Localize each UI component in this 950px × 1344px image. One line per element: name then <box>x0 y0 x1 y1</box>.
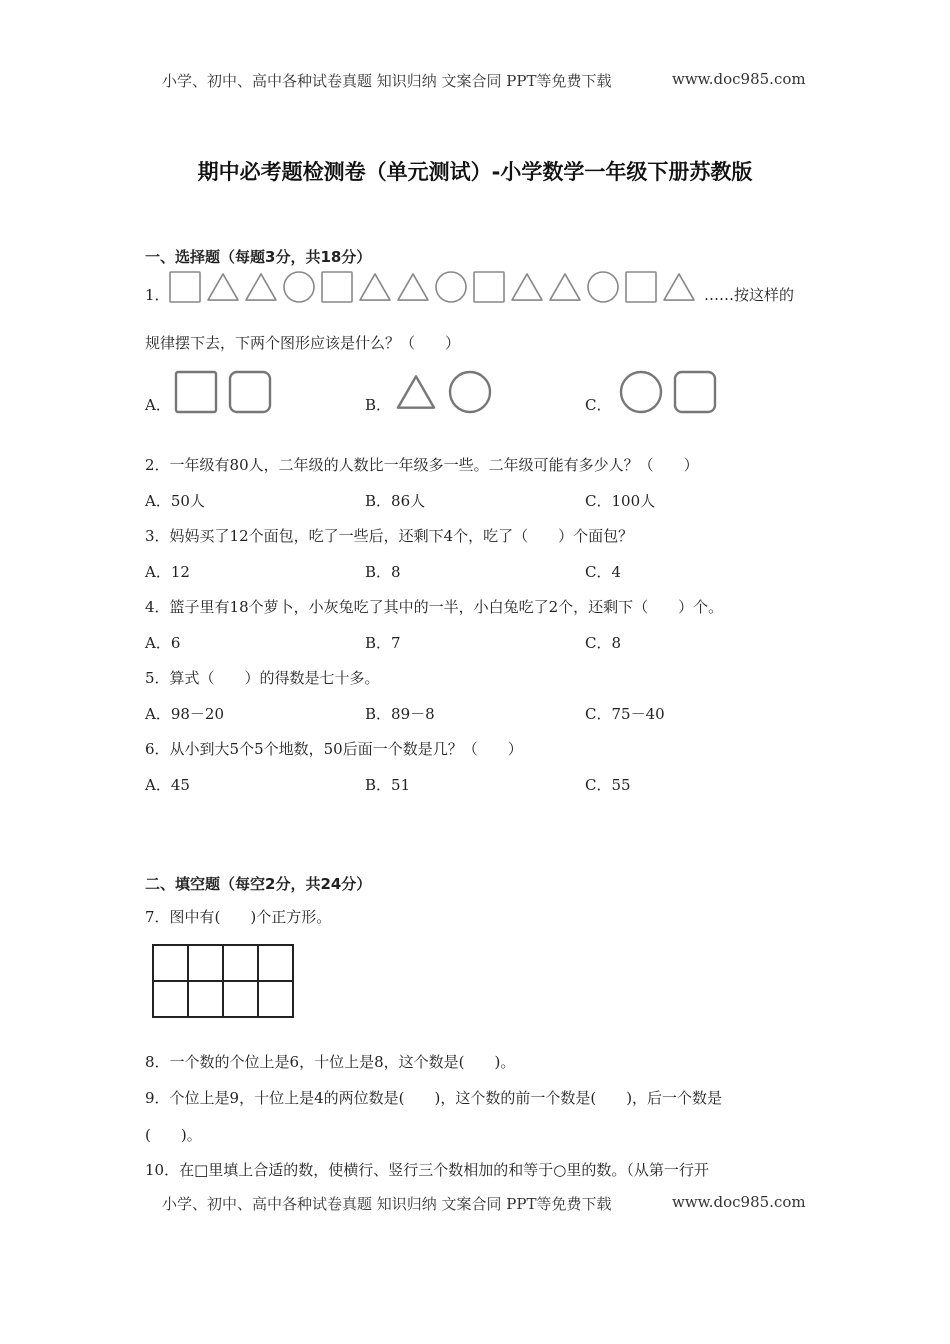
triangle-shape <box>246 274 276 300</box>
circle-shape <box>450 372 490 412</box>
circle-shape <box>436 272 466 302</box>
q5-question: 5．算式（ ）的得数是七十多。 <box>145 669 380 687</box>
triangle-shape <box>208 274 238 300</box>
q9-question-cont: ( )。 <box>145 1126 202 1144</box>
q7-square-grid <box>150 942 296 1020</box>
square-shape <box>230 372 270 412</box>
header-site[interactable]: www.doc985.com <box>672 70 806 88</box>
q1-option-a-label[interactable]: A． <box>145 396 171 414</box>
q5-option-b[interactable]: B．89－8 <box>365 705 435 723</box>
square-shape <box>322 272 352 302</box>
q1-pattern-shapes <box>168 269 708 305</box>
q1-option-b-shapes[interactable] <box>392 368 502 416</box>
section2-heading: 二、填空题（每空2分，共24分） <box>145 875 372 893</box>
triangle-shape <box>360 274 390 300</box>
footer-site[interactable]: www.doc985.com <box>672 1193 806 1211</box>
q1-option-a-shapes[interactable] <box>172 368 282 416</box>
triangle-shape <box>664 274 694 300</box>
q3-option-b[interactable]: B．8 <box>365 563 401 581</box>
q1-option-c-shapes[interactable] <box>617 368 727 416</box>
q5-option-a[interactable]: A．98－20 <box>145 705 225 723</box>
circle-shape <box>588 272 618 302</box>
q4-option-a[interactable]: A．6 <box>145 634 181 652</box>
q3-option-a[interactable]: A．12 <box>145 563 190 581</box>
q4-option-c[interactable]: C．8 <box>585 634 622 652</box>
q6-option-b[interactable]: B．51 <box>365 776 411 794</box>
circle-shape <box>621 372 661 412</box>
q1-number: 1． <box>145 286 170 304</box>
footer-text: 小学、初中、高中各种试卷真题 知识归纳 文案合同 PPT等免费下载 <box>162 1195 612 1213</box>
q8-question: 8．一个数的个位上是6，十位上是8，这个数是( )。 <box>145 1053 516 1071</box>
q9-question: 9．个位上是9，十位上是4的两位数是( )，这个数的前一个数是( )，后一个数是 <box>145 1089 723 1107</box>
q3-question: 3．妈妈买了12个面包，吃了一些后，还剩下4个，吃了（ ）个面包？ <box>145 527 634 545</box>
triangle-shape <box>398 274 428 300</box>
q3-option-c[interactable]: C．4 <box>585 563 622 581</box>
triangle-shape <box>512 274 542 300</box>
q6-option-a[interactable]: A．45 <box>145 776 190 794</box>
page-title: 期中必考题检测卷（单元测试）-小学数学一年级下册苏教版 <box>197 160 753 184</box>
q1-question: 规律摆下去，下两个图形应该是什么？（ ） <box>145 334 461 352</box>
triangle-shape <box>398 376 434 407</box>
circle-shape <box>284 272 314 302</box>
q4-question: 4．篮子里有18个萝卜，小灰兔吃了其中的一半，小白兔吃了2个，还剩下（ ）个。 <box>145 598 724 616</box>
q1-option-b-label[interactable]: B． <box>365 396 392 414</box>
q1-suffix: ……按这样的 <box>704 286 795 304</box>
square-shape <box>474 272 504 302</box>
q4-option-b[interactable]: B．7 <box>365 634 401 652</box>
q2-option-c[interactable]: C．100人 <box>585 492 656 510</box>
q2-option-b[interactable]: B．86人 <box>365 492 426 510</box>
q10-question: 10．在□里填上合适的数，使横行、竖行三个数相加的和等于○里的数。（从第一行开 <box>145 1161 709 1179</box>
square-shape <box>176 372 216 412</box>
square-shape <box>170 272 200 302</box>
q1-option-c-label[interactable]: C． <box>585 396 612 414</box>
q6-question: 6．从小到大5个5个地数，50后面一个数是几？（ ） <box>145 740 523 758</box>
square-shape <box>675 372 715 412</box>
square-shape <box>626 272 656 302</box>
header-text: 小学、初中、高中各种试卷真题 知识归纳 文案合同 PPT等免费下载 <box>162 72 612 90</box>
q7-question: 7．图中有( )个正方形。 <box>145 908 332 926</box>
q2-question: 2．一年级有80人，二年级的人数比一年级多一些。二年级可能有多少人？（ ） <box>145 456 699 474</box>
triangle-shape <box>550 274 580 300</box>
q6-option-c[interactable]: C．55 <box>585 776 631 794</box>
q2-option-a[interactable]: A．50人 <box>145 492 205 510</box>
section1-heading: 一、选择题（每题3分，共18分） <box>145 248 372 266</box>
q5-option-c[interactable]: C．75－40 <box>585 705 665 723</box>
